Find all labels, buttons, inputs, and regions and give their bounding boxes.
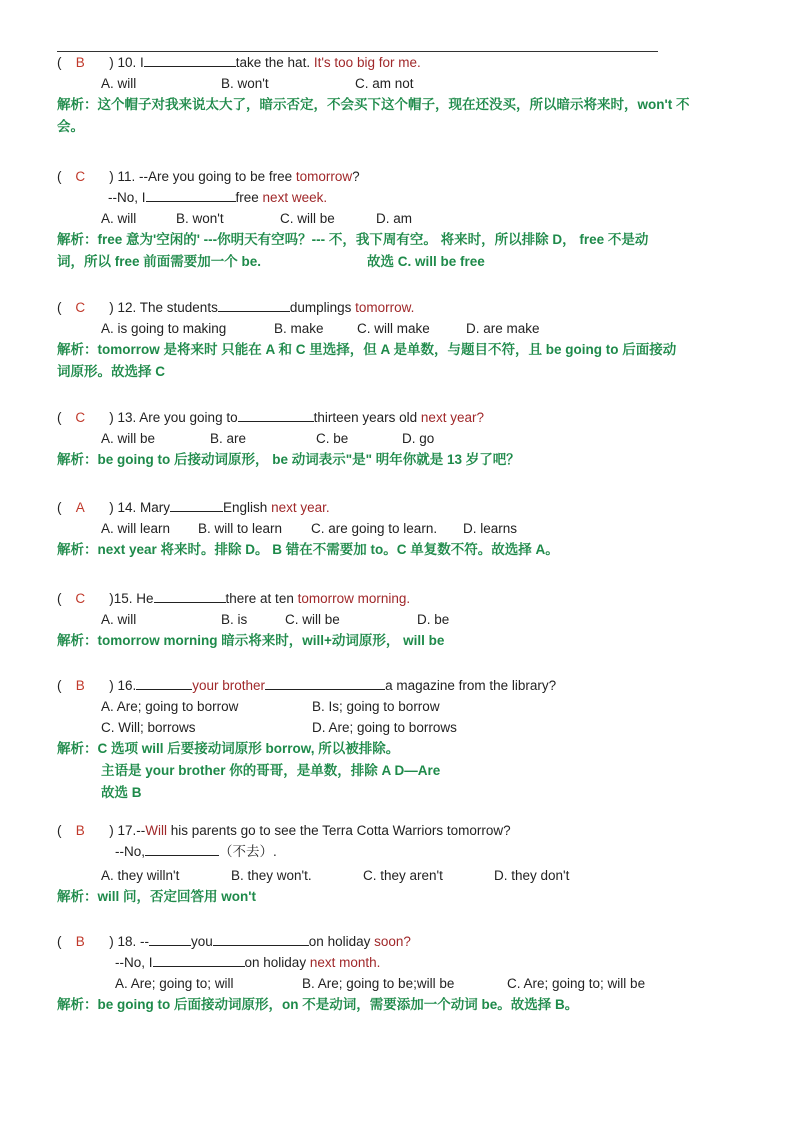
options: A. will B. is C. will be D. be xyxy=(101,612,450,627)
explanation-line: 故选 B xyxy=(101,785,142,800)
question-17 xyxy=(57,820,570,908)
question-stem: ( B ) 17.--Will his parents go to see the Terra Cotta Warriors tomorrow? xyxy=(57,823,511,838)
question-stem: ( C ) 13. Are you going to thirteen years old next year? xyxy=(57,407,520,428)
explanation: 解析：free 意为'空闲的' ---你明天有空吗？--- 不，我下周有空。 将来时，所以排除 D， free 不是动 xyxy=(57,232,649,247)
question-18 xyxy=(57,931,646,1016)
answer-blank xyxy=(145,841,219,856)
question-stem: ( B ) 16. your brother a magazine from the library? xyxy=(57,675,556,696)
question-stem: ( B ) 10. I take the hat. It's too big for me. xyxy=(57,52,689,73)
question-15 xyxy=(57,588,450,652)
answer-blank xyxy=(218,297,290,312)
options: A. Are; going to; will B. Are; going to be;will be C. Are; going to; will be xyxy=(115,976,646,991)
options: A. will B. won't C. am not xyxy=(101,76,414,91)
question-10 xyxy=(57,52,689,138)
answer-blank xyxy=(144,52,236,67)
question-stem: ( C ) 12. The students dumplings tomorrow. xyxy=(57,297,676,318)
question-stem: ( B ) 18. -- you on holiday soon? xyxy=(57,931,578,952)
explanation: 解析：tomorrow morning 暗示将来时，will+动词原形， will be xyxy=(57,633,445,648)
explanation: 解析：be going to 后面接动词原形，on 不是动词，需要添加一个动词 be。故选择 B。 xyxy=(57,997,579,1012)
question-stem: ( A ) 14. Mary English next year. xyxy=(57,497,559,518)
question-stem: ( C )15. He there at ten tomorrow morning. xyxy=(57,588,444,609)
question-11 xyxy=(57,166,648,273)
explanation: 解析：C 选项 will 后要接动词原形 borrow, 所以被排除。 xyxy=(57,741,400,756)
answer-blank xyxy=(136,675,192,690)
options: C. Will; borrows D. Are; going to borrows xyxy=(101,720,457,735)
answer-blank xyxy=(146,187,236,202)
answer-letter: B xyxy=(75,55,85,70)
explanation: 解析：will 问，否定回答用 won't xyxy=(57,889,256,904)
answer-blank xyxy=(154,588,226,603)
question-13 xyxy=(57,407,520,471)
answer-blank xyxy=(149,931,191,946)
question-12 xyxy=(57,297,676,383)
question-16 xyxy=(57,675,556,804)
question-14 xyxy=(57,497,559,561)
question-line2: --No, I free next week. xyxy=(57,187,648,208)
answer-blank xyxy=(153,952,245,967)
explanation-line: 词，所以 free 前面需要加一个 be. 故选 C. will be free xyxy=(57,254,485,269)
answer-blank xyxy=(213,931,309,946)
explanation: 解析：be going to 后接动词原形， be 动词表示"是" 明年你就是 13 岁了吧？ xyxy=(57,452,520,467)
options: A. is going to making B. make C. will make D. are make xyxy=(101,321,540,336)
answer-blank xyxy=(170,497,223,512)
options: A. they willn't B. they won't. C. they aren't D. they don't xyxy=(101,868,570,883)
explanation: 解析：这个帽子对我来说太大了，暗示否定，不会买下这个帽子，现在还没买，所以暗示将来时，won't 不 xyxy=(57,97,690,112)
explanation-line: 主语是 your brother 你的哥哥，是单数，排除 A D—Are xyxy=(101,763,441,778)
explanation: 解析：tomorrow 是将来时 只能在 A 和 C 里选择，但 A 是单数，与题目不符，且 be going to 后面接动 xyxy=(57,342,677,357)
explanation-line: 词原形。故选择 C xyxy=(57,364,165,379)
explanation: 解析：next year 将来时。排除 D。 B 错在不需要加 to。C 单复数不符。故选择 A。 xyxy=(57,542,559,557)
options: A. will be B. are C. be D. go xyxy=(101,431,435,446)
options: A. will learn B. will to learn C. are going to learn. D. learns xyxy=(101,521,518,536)
answer-blank xyxy=(265,675,385,690)
question-line2: --No, I on holiday next month. xyxy=(57,952,578,973)
options: A. will B. won't C. will be D. am xyxy=(101,211,413,226)
question-stem: ( C ) 11. --Are you going to be free tomorrow? xyxy=(57,169,360,184)
question-line2: --No, （不去）. xyxy=(57,841,511,862)
options: A. Are; going to borrow B. Is; going to borrow xyxy=(101,699,440,714)
answer-blank xyxy=(238,407,314,422)
explanation-line: 会。 xyxy=(57,119,84,134)
